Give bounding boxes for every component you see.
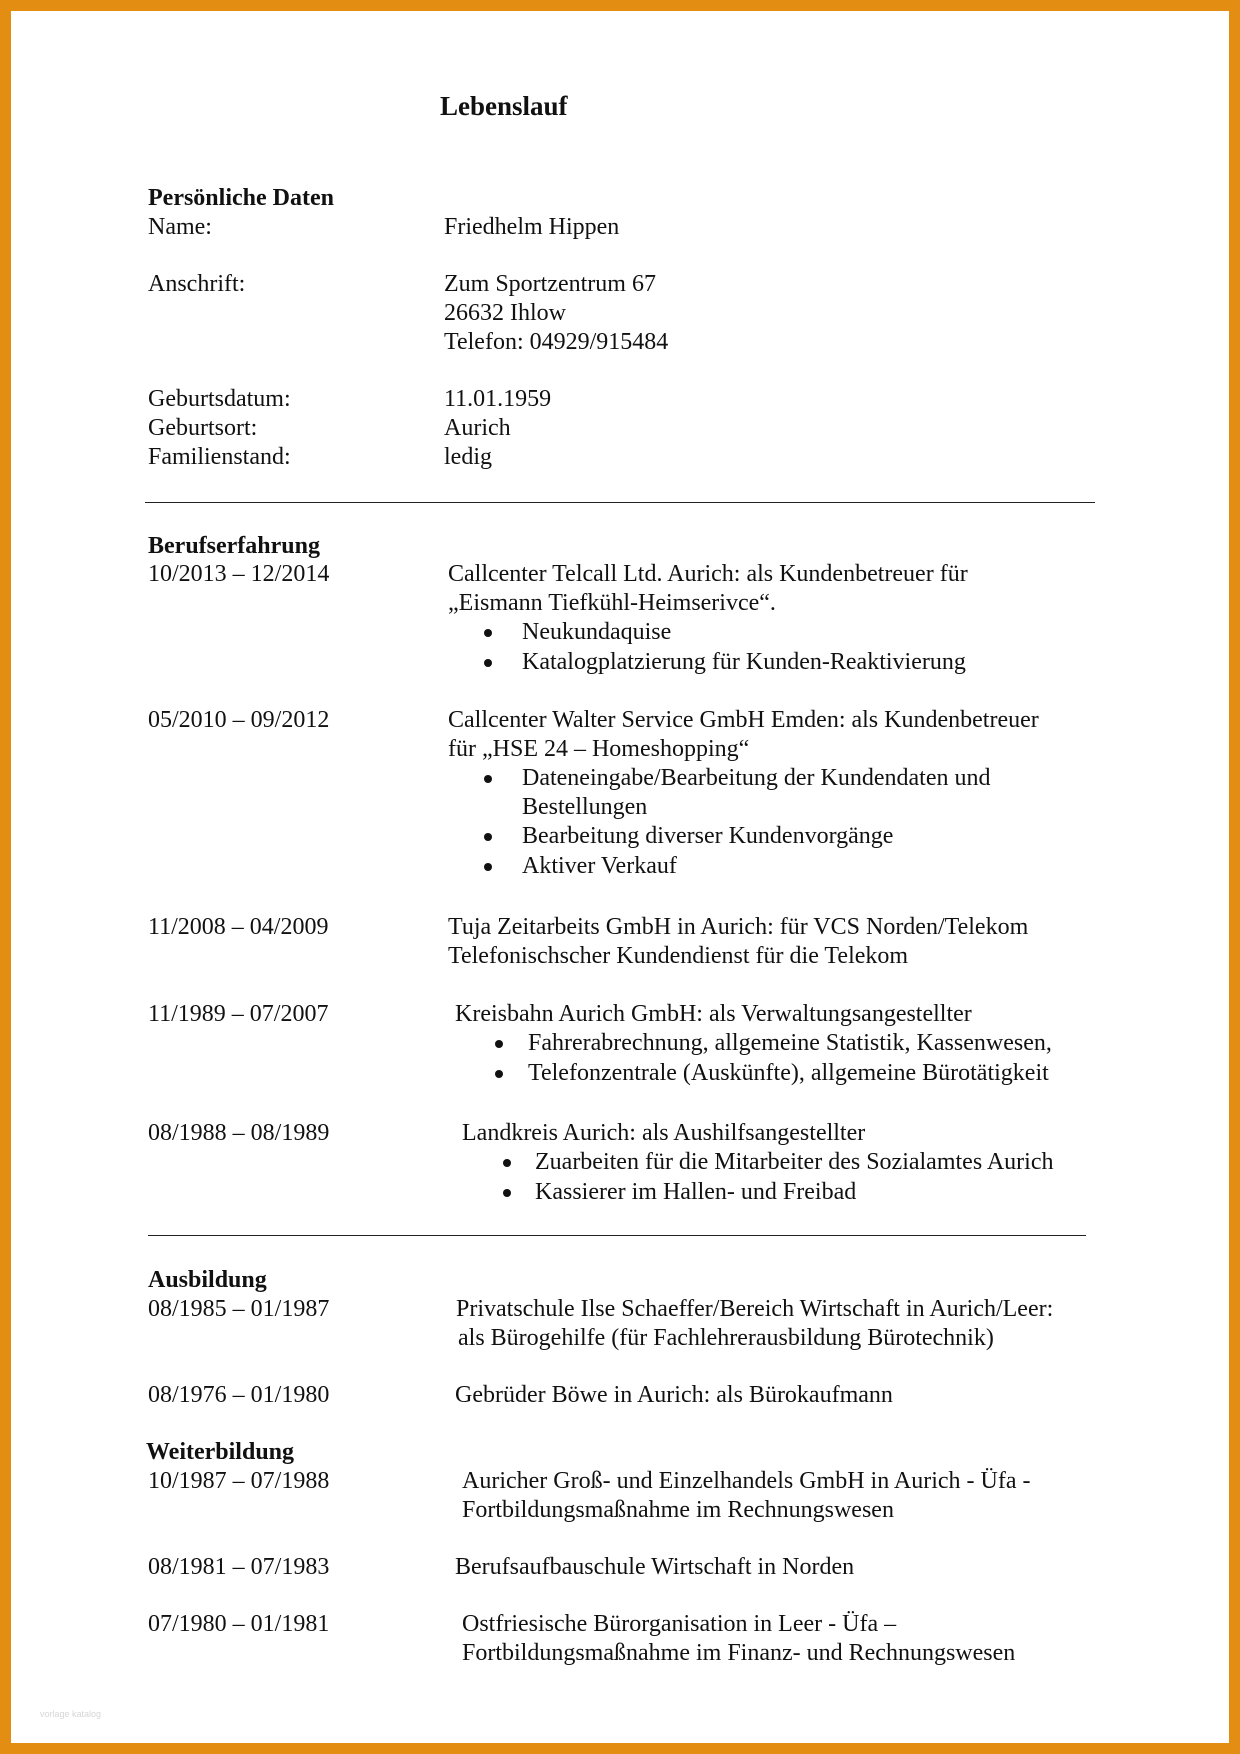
list-item-text: Bearbeitung diverser Kundenvorgänge [522,823,894,849]
bullet-icon [495,1040,503,1048]
entry-line: für „HSE 24 – Homeshopping“ [448,736,750,762]
birthplace-label: Geburtsort: [148,415,258,441]
list-item [484,852,1039,882]
entry-line: Berufsaufbauschule Wirtschaft in Norden [455,1554,855,1580]
experience-heading: Berufserfahrung [148,533,320,559]
watermark: vorlage katalog [40,1709,102,1719]
address-line: Zum Sportzentrum 67 [444,271,656,297]
list-item [484,648,968,678]
bullet-icon [484,833,492,841]
entry-description [462,1610,1015,1668]
bullet-icon [495,1070,503,1078]
marital-label: Familienstand: [148,444,291,470]
entry-line: Callcenter Walter Service GmbH Emden: als Kundenbetreuer [448,707,1039,733]
list-item [495,1059,1049,1089]
entry-dates: 08/1985 – 01/1987 [148,1296,330,1322]
list-item-text: Telefonzentrale (Auskünfte), allgemeine Bürotätigkeit [528,1060,1049,1086]
entry-line: Fortbildungsmaßnahme im Rechnungswesen [462,1497,894,1523]
entry-line: Fortbildungsmaßnahme im Finanz- und Rechnungswesen [462,1640,1016,1666]
entry-description [456,1295,1053,1353]
bullet-list [484,618,968,678]
list-item-text: Katalogplatzierung für Kunden-Reaktivierung [522,649,966,675]
entry-dates: 10/2013 – 12/2014 [148,561,330,587]
list-item [503,1148,1054,1178]
bullet-list [503,1148,1054,1208]
entry-dates: 10/1987 – 07/1988 [148,1468,330,1494]
bullet-icon [484,629,492,637]
entry-description [448,706,1039,882]
bullet-icon [503,1159,511,1167]
training-heading: Weiterbildung [146,1439,295,1465]
entry-description [455,1000,1052,1089]
list-item [484,822,1039,852]
entry-line: Privatschule Ilse Schaeffer/Bereich Wirtschaft in Aurich/Leer: [456,1296,1054,1322]
entry-dates: 08/1976 – 01/1980 [148,1382,330,1408]
birthdate-label: Geburtsdatum: [148,386,291,412]
entry-dates: 07/1980 – 01/1981 [148,1611,330,1637]
bullet-icon [484,775,492,783]
address-label: Anschrift: [148,271,246,297]
address-value [444,270,668,357]
entry-line: Landkreis Aurich: als Aushilfsangestellter [462,1120,866,1146]
section-divider [148,1235,1086,1236]
entry-dates: 05/2010 – 09/2012 [148,707,330,733]
address-line: 26632 Ihlow [444,300,566,326]
entry-description [462,1467,1031,1525]
bullet-icon [503,1189,511,1197]
personal-heading: Persönliche Daten [148,185,334,211]
list-item-text: Dateneingabe/Bearbeitung der Kundendaten und [522,765,991,791]
birthplace-value: Aurich [444,415,511,441]
list-item-text: Neukundaquise [522,619,672,645]
list-item [495,1029,1052,1059]
entry-line: „Eismann Tiefkühl-Heimserivce“. [448,590,776,616]
list-item-continuation [484,793,1039,822]
entry-dates: 11/2008 – 04/2009 [148,914,329,940]
education-heading: Ausbildung [148,1267,267,1293]
list-item [484,618,968,648]
list-item [503,1178,865,1208]
entry-dates: 08/1988 – 08/1989 [148,1120,330,1146]
entry-line: Telefonischscher Kundendienst für die Telekom [448,943,909,969]
entry-description [448,560,968,678]
entry-dates: 11/1989 – 07/2007 [148,1001,329,1027]
entry-line: Callcenter Telcall Ltd. Aurich: als Kundenbetreuer für [448,561,968,587]
bullet-list [484,764,1039,882]
birthdate-value: 11.01.1959 [444,386,552,412]
entry-description [455,1381,893,1410]
marital-value: ledig [444,444,492,470]
list-item [484,764,1039,793]
entry-description [448,913,1028,971]
list-item-text: Fahrerabrechnung, allgemeine Statistik, Kassenwesen, [528,1030,1052,1056]
entry-line: Kreisbahn Aurich GmbH: als Verwaltungsangestellter [455,1001,972,1027]
name-label: Name: [148,214,212,240]
list-item-text: Kassierer im Hallen- und Freibad [535,1179,857,1205]
address-line: Telefon: 04929/915484 [444,329,669,355]
entry-line: Gebrüder Böwe in Aurich: als Bürokaufmann [455,1382,893,1408]
bullet-icon [484,659,492,667]
section-divider [145,502,1095,503]
list-item-text: Bestellungen [522,794,648,820]
name-value: Friedhelm Hippen [444,214,620,240]
entry-line: Tuja Zeitarbeits GmbH in Aurich: für VCS Norden/Telekom [448,914,1029,940]
entry-description [462,1119,1054,1208]
list-item-text: Zuarbeiten für die Mitarbeiter des Sozialamtes Aurich [535,1149,1054,1175]
entry-description [455,1553,854,1582]
entry-line: Ostfriesische Bürorganisation in Leer - Üfa – [462,1611,897,1637]
entry-dates: 08/1981 – 07/1983 [148,1554,330,1580]
bullet-list [495,1029,1052,1089]
entry-line: Auricher Groß- und Einzelhandels GmbH in Aurich - Üfa - [462,1468,1031,1494]
bullet-icon [484,863,492,871]
document-title: Lebenslauf [440,91,568,121]
list-item-text: Aktiver Verkauf [522,853,677,879]
entry-line: als Bürogehilfe (für Fachlehrerausbildung Bürotechnik) [458,1325,994,1351]
